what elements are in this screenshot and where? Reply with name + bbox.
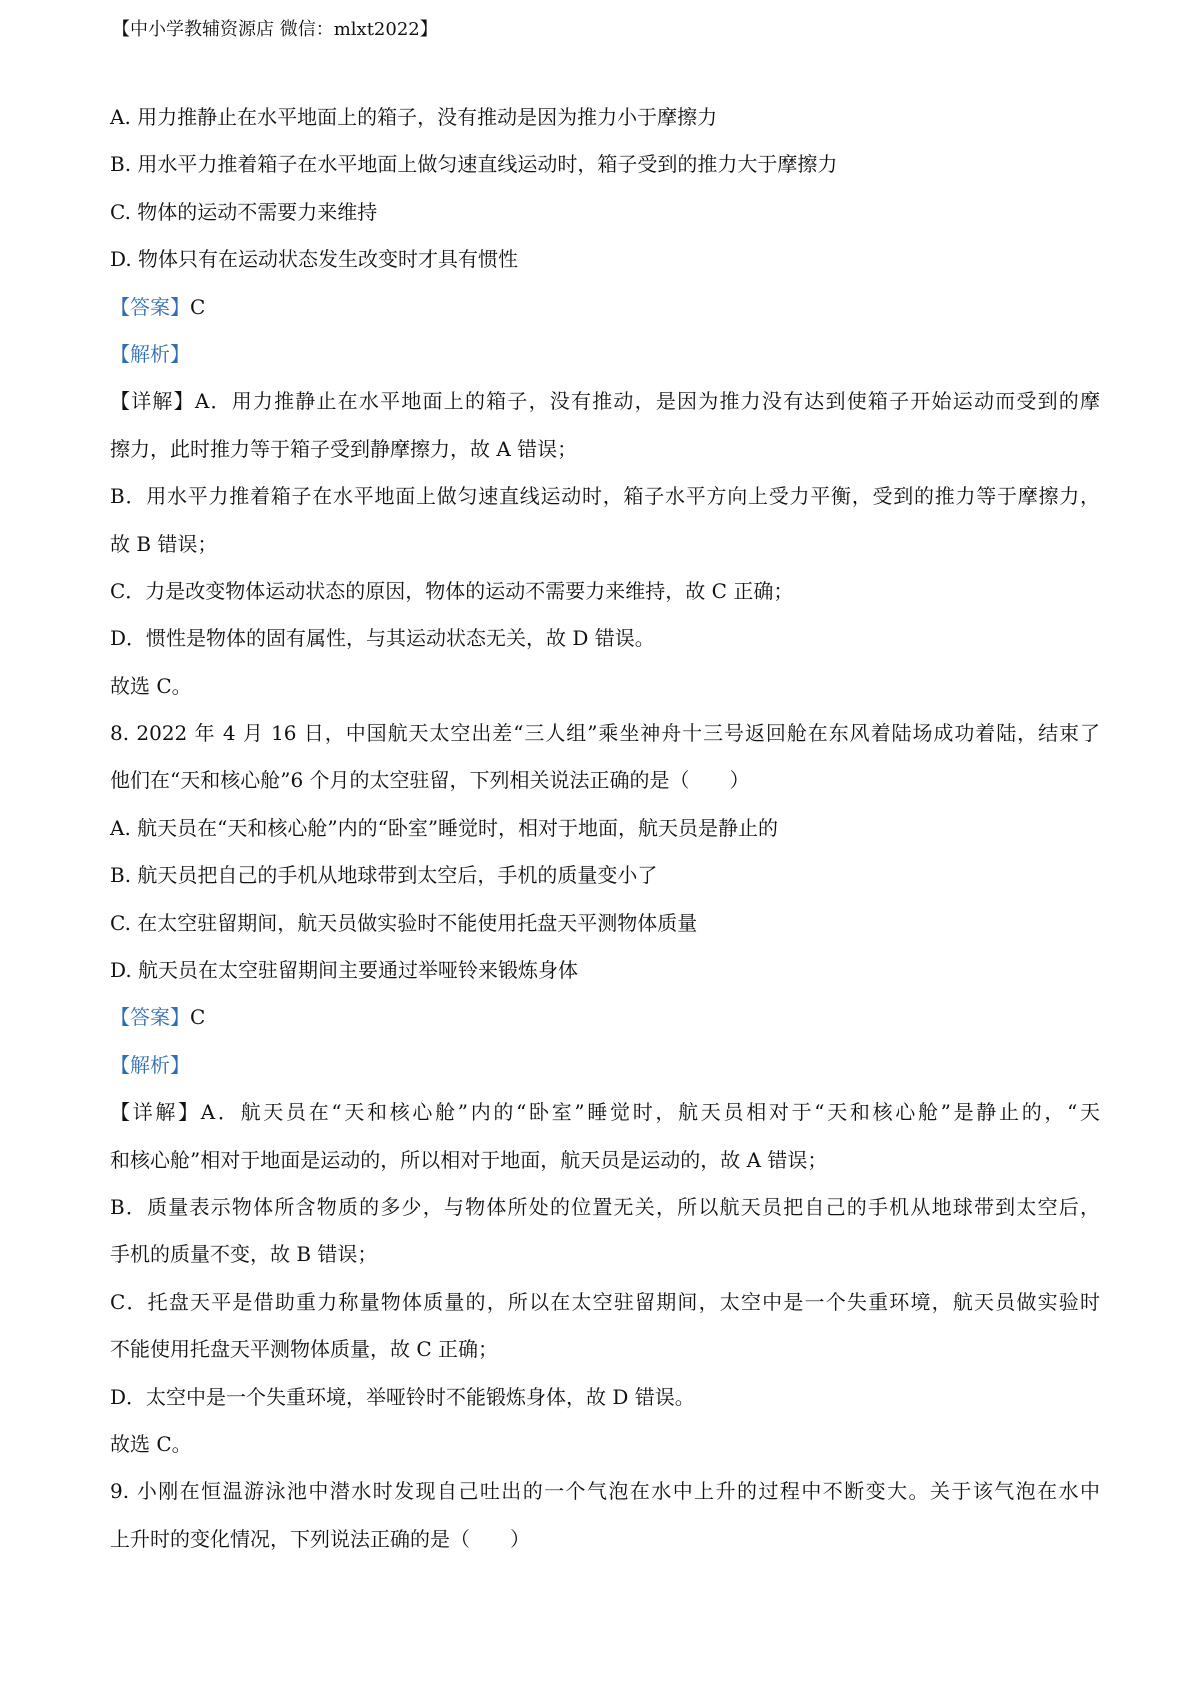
q8-detail-line: 手机的质量不变，故 B 错误； [110, 1242, 378, 1267]
q7-detail-line: 故 B 错误； [110, 531, 218, 556]
q9-stem-line: 上升时的变化情况，下列说法正确的是（ ） [110, 1526, 530, 1551]
answer-tag: 【答案】 [110, 1005, 190, 1030]
q7-analysis [110, 331, 1100, 378]
q8-answer [110, 994, 1100, 1041]
q8-option-a: A. 航天员在“天和核心舱”内的“卧室”睡觉时，相对于地面，航天员是静止的 [110, 815, 779, 840]
q7-detail-line: 【详解】A．用力推静止在水平地面上的箱子，没有推动，是因为推力没有达到使箱子开始运动而受到的摩 [110, 389, 1100, 414]
analysis-tag: 【解析】 [110, 1052, 190, 1077]
document-content [110, 94, 1100, 1563]
q8-detail-line: B．质量表示物体所含物质的多少，与物体所处的位置无关，所以航天员把自己的手机从地球带到太空后， [110, 1194, 1100, 1219]
q7-option-a: A. 用力推静止在水平地面上的箱子，没有推动是因为推力小于摩擦力 [110, 105, 718, 129]
q8-option-c: C. 在太空驻留期间，航天员做实验时不能使用托盘天平测物体质量 [110, 910, 698, 935]
q7-detail-line: 擦力，此时推力等于箱子受到静摩擦力，故 A 错误； [110, 436, 578, 461]
q8-detail-line: 不能使用托盘天平测物体质量，故 C 正确； [110, 1337, 499, 1362]
page-header: 【中小学教辅资源店 微信：mlxt2022】 [112, 19, 438, 40]
q8-option-b: B. 航天员把自己的手机从地球带到太空后，手机的质量变小了 [110, 863, 658, 888]
q8-detail-line: D．太空中是一个失重环境，举哑铃时不能锻炼身体，故 D 错误。 [110, 1384, 695, 1409]
q7-detail-line: D．惯性是物体的固有属性，与其运动状态无关，故 D 错误。 [110, 626, 655, 651]
q7-option-d: D. 物体只有在运动状态发生改变时才具有惯性 [110, 247, 519, 272]
q7-option-c: C. 物体的运动不需要力来维持 [110, 199, 378, 224]
q8-conclusion: 故选 C。 [110, 1431, 192, 1456]
q8-stem-line: 他们在“天和核心舱”6 个月的太空驻留，下列相关说法正确的是（ ） [110, 768, 750, 793]
q9-stem-line: 9. 小刚在恒温游泳池中潜水时发现自己吐出的一个气泡在水中上升的过程中不断变大。关于该气泡在水中 [110, 1479, 1100, 1504]
q7-detail-line: B．用水平力推着箱子在水平地面上做匀速直线运动时，箱子水平方向上受力平衡，受到的推力等于摩擦力， [110, 484, 1100, 509]
q8-option-d: D. 航天员在太空驻留期间主要通过举哑铃来锻炼身体 [110, 958, 579, 983]
answer-value: C [190, 294, 206, 319]
q8-stem-line: 8. 2022 年 4 月 16 日，中国航天太空出差“三人组”乘坐神舟十三号返回舱在东风着陆场成功着陆，结束了 [110, 721, 1100, 746]
q8-detail-line: 【详解】A．航天员在“天和核心舱”内的“卧室”睡觉时，航天员相对于“天和核心舱”是静止的，“天 [110, 1100, 1100, 1125]
q8-detail-line: 和核心舱”相对于地面是运动的，所以相对于地面，航天员是运动的，故 A 错误； [110, 1147, 828, 1172]
q8-detail-line: C．托盘天平是借助重力称量物体质量的，所以在太空驻留期间，太空中是一个失重环境，航天员做实验时 [110, 1289, 1100, 1314]
q7-option-b: B. 用水平力推着箱子在水平地面上做匀速直线运动时，箱子受到的推力大于摩擦力 [110, 152, 838, 177]
q7-detail-line: C．力是改变物体运动状态的原因，物体的运动不需要力来维持，故 C 正确； [110, 578, 794, 603]
q7-conclusion: 故选 C。 [110, 673, 192, 698]
answer-value: C [190, 1005, 206, 1030]
answer-tag: 【答案】 [110, 294, 190, 319]
analysis-tag: 【解析】 [110, 341, 190, 366]
q8-analysis [110, 1042, 1100, 1089]
q7-answer [110, 284, 1100, 331]
